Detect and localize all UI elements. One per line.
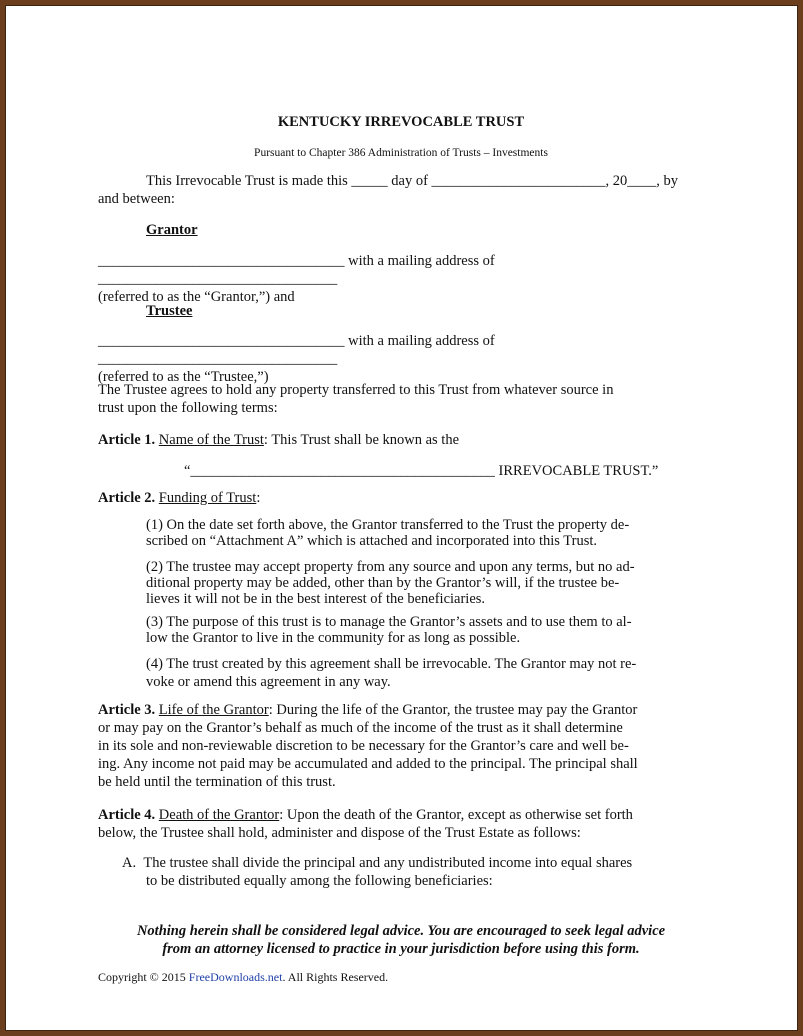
- freedownloads-link[interactable]: FreeDownloads.net: [188, 970, 283, 984]
- grantor-paragraph: __________________________________ with a mailing address of _________________________________ (referred to as the “Grantor,”) and: [98, 253, 495, 305]
- article-1: Article 1. Name of the Trust: This Trust shall be known as the: [98, 432, 460, 448]
- grantor-heading: Grantor: [146, 222, 198, 238]
- trust-name-line: “__________________________________________ IRREVOCABLE TRUST.”: [184, 463, 659, 479]
- document-title: KENTUCKY IRREVOCABLE TRUST: [277, 114, 525, 130]
- article-2-item-3: (3) The purpose of this trust is to manage the Grantor’s assets and to use them to al- low the Grantor to live in the community for as long as possible.: [146, 614, 632, 646]
- copyright-notice: Copyright © 2015 FreeDownloads.net. All Rights Reserved.: [98, 970, 389, 984]
- article-2-item-2: (2) The trustee may accept property from any source and upon any terms, but no ad- ditional property may be added, other than by the Grantor’s will, if the trustee be- lieves it will not be in the best interest of the beneficiaries.: [146, 559, 635, 607]
- article-2-item-1: (1) On the date set forth above, the Grantor transferred to the Trust the property de- scribed on “Attachment A” which is attached and incorporated into this Trust.: [146, 517, 630, 549]
- document-subtitle: Pursuant to Chapter 386 Administration of Trusts – Investments: [254, 147, 548, 159]
- article-3-title: Life of the Grantor: [158, 702, 269, 718]
- agreement-paragraph: The Trustee agrees to hold any property transferred to this Trust from whatever source in trust upon the following terms:: [98, 382, 614, 416]
- article-4: Article 4. Death of the Grantor: Upon the death of the Grantor, except as otherwise set forth below, the Trustee shall hold, administer and dispose of the Trust Estate as follows:: [98, 807, 633, 841]
- article-4-title: Death of the Grantor: [158, 807, 280, 823]
- trustee-heading: Trustee: [146, 303, 193, 319]
- article-3: Article 3. Life of the Grantor: During the life of the Grantor, the trustee may pay the Grantor or may pay on the Grantor’s behalf as much of the income of the trust as it shall determine in its sole and non-reviewable discretion to be necessary for the Grantor’s care and well be- ing. Any income not paid may be accumulated and added to the principal. The principal shall be held until the termination of this trust.: [98, 702, 638, 790]
- intro-paragraph: This Irrevocable Trust is made this _____ day of ________________________, 20____, by and between:: [98, 173, 679, 207]
- legal-disclaimer: Nothing herein shall be considered legal advice. You are encouraged to seek legal advice from an attorney licensed to practice in your jurisdiction before using this form.: [136, 923, 666, 957]
- trustee-paragraph: __________________________________ with a mailing address of _________________________________ (referred to as the “Trustee,”): [98, 333, 495, 385]
- article-2: Article 2. Funding of Trust:: [98, 490, 261, 506]
- article-4-item-a: A. The trustee shall divide the principal and any undistributed income into equal shares to be distributed equally among the following beneficiaries:: [122, 855, 633, 889]
- article-2-title: Funding of Trust: [158, 490, 257, 506]
- article-2-item-4: (4) The trust created by this agreement shall be irrevocable. The Grantor may not re- voke or amend this agreement in any way.: [146, 656, 637, 690]
- article-1-title: Name of the Trust: [158, 432, 264, 448]
